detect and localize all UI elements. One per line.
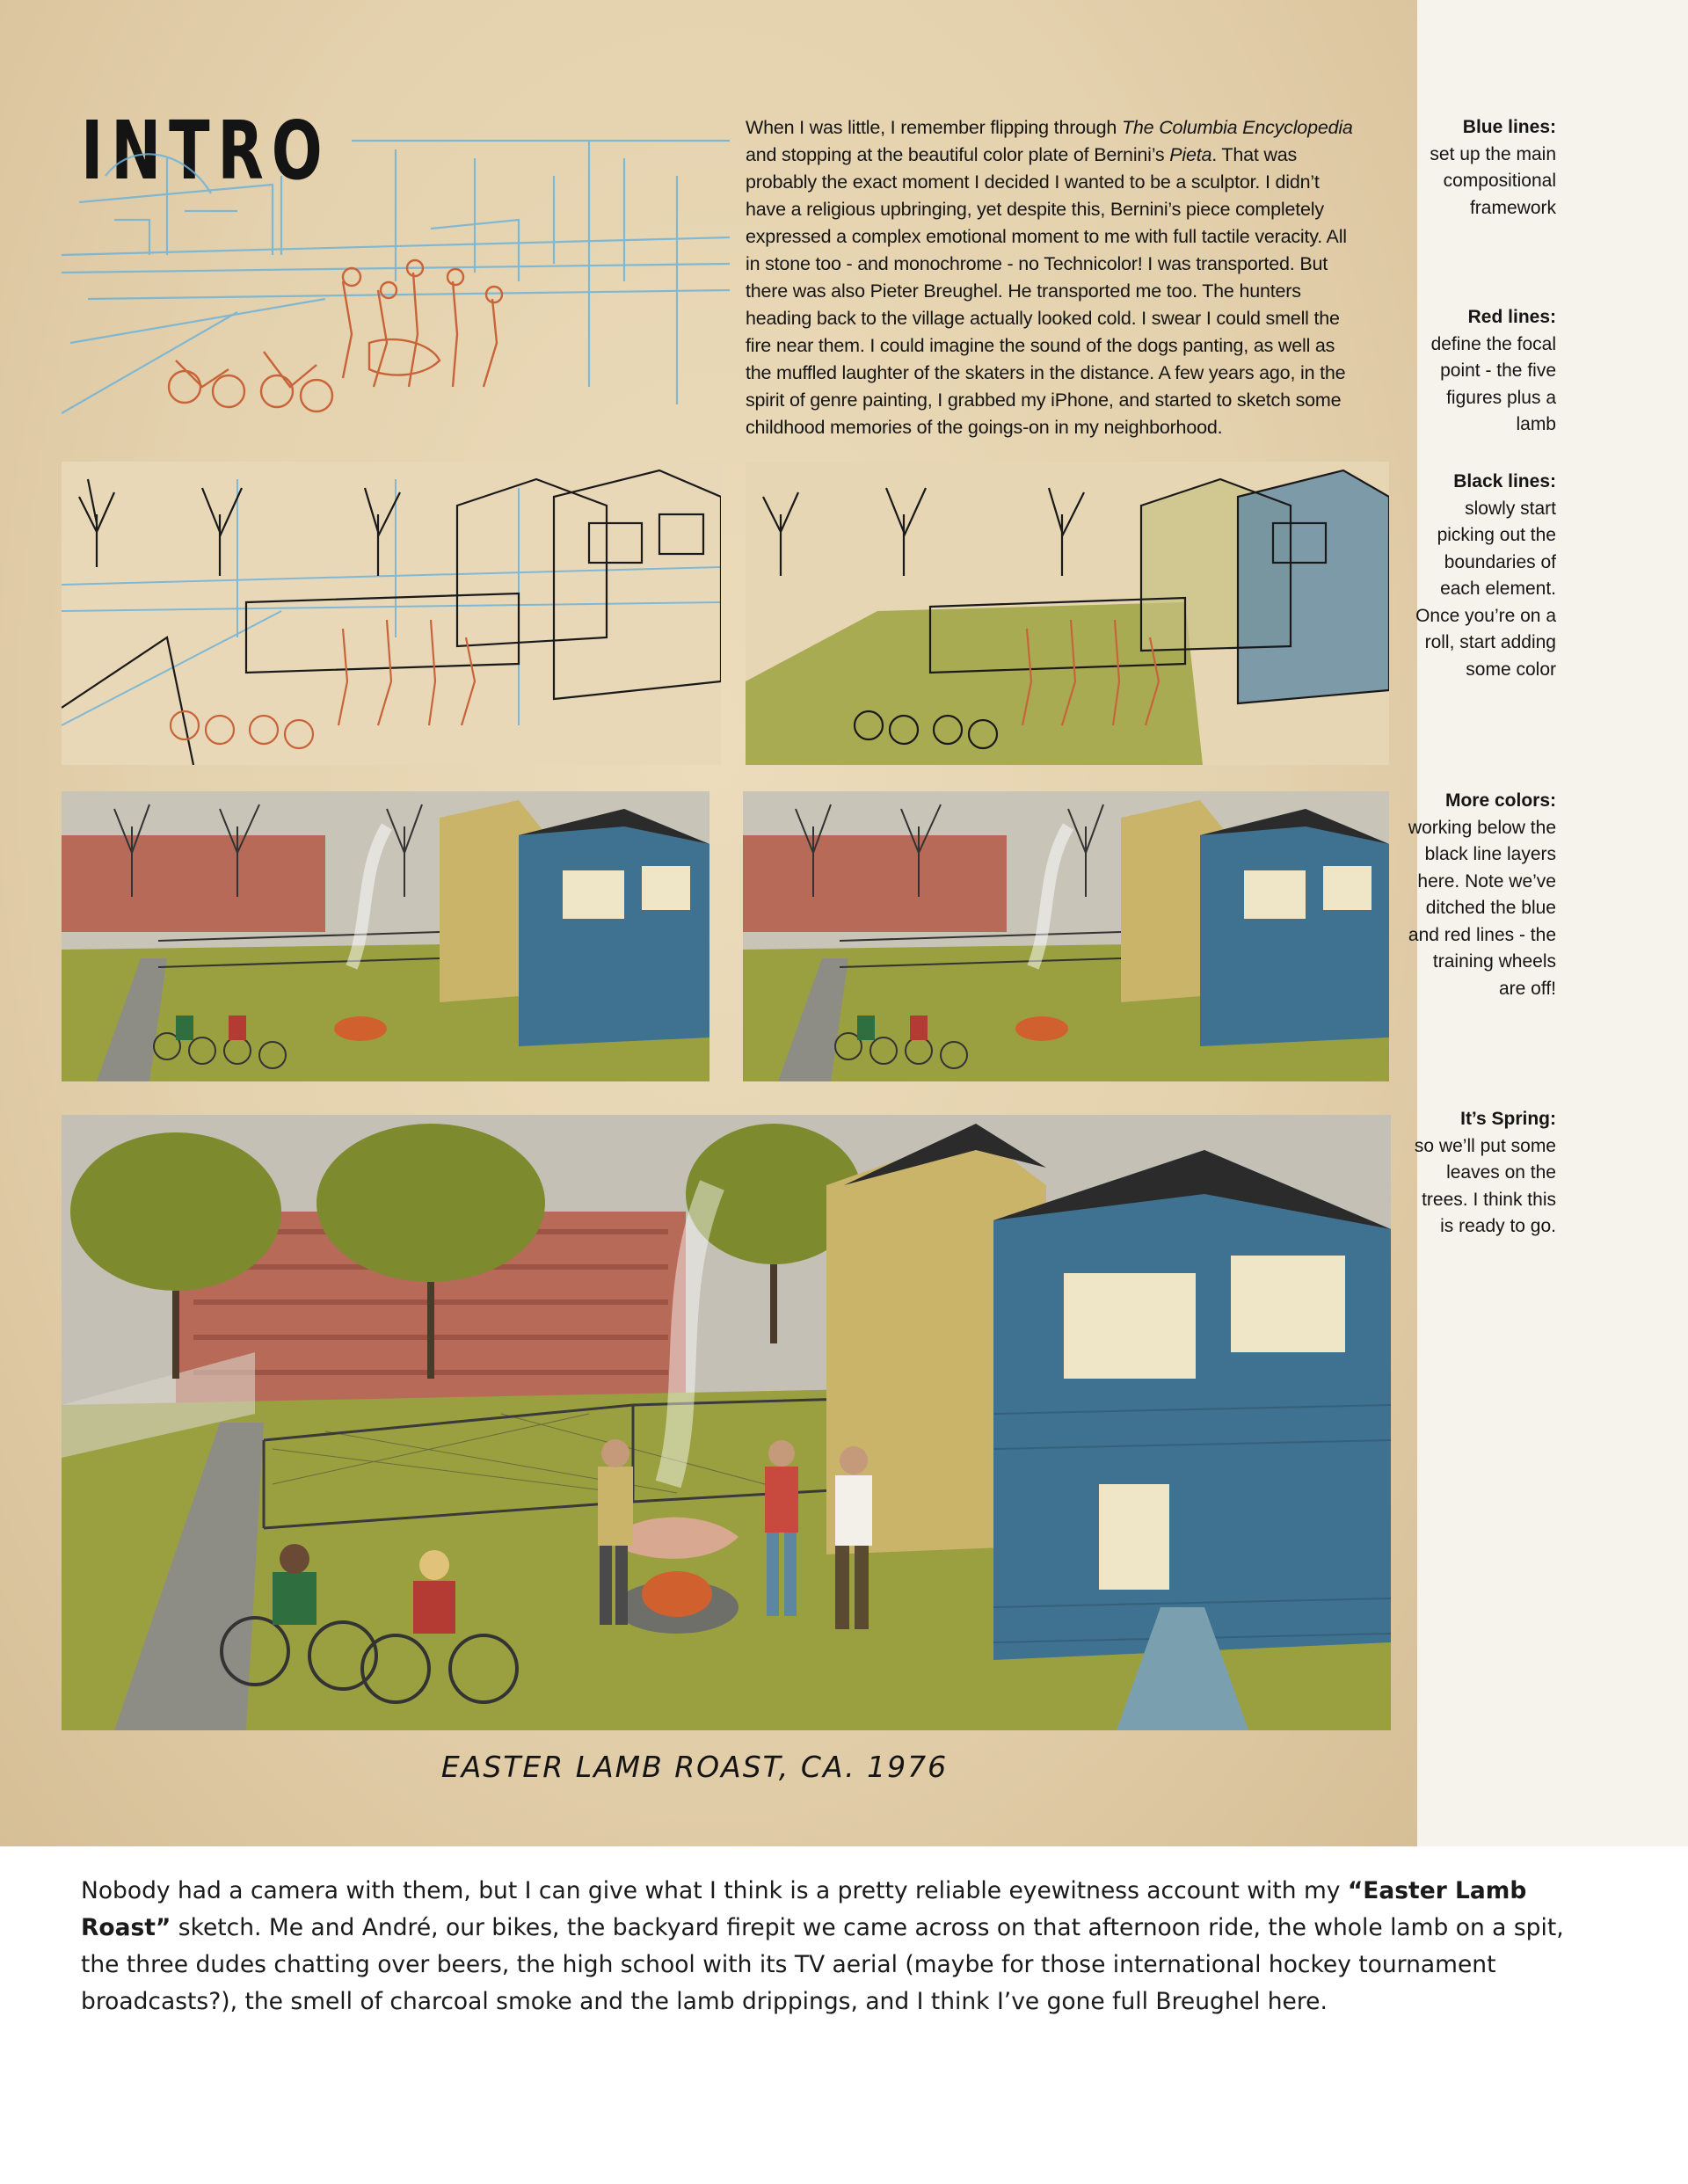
note-black-lines: Black lines: slowly start picking out the boundaries of each element. Once you’re on a roll, start adding some color <box>1415 471 1556 680</box>
closing-paragraph: Nobody had a camera with them, but I can give what I think is a pretty reliable eyewitness account with my “Easter Lamb Roast” sketch. Me and André, our bikes, the backyard firepit we came across on that afternoon ride, the whole lamb on a spit, the three dudes chatting over beers, the high school with its TV aerial (maybe for those international hockey tournament broadcasts?), the smell of charcoal smoke and the lamb drippings, and I think I’ve gone full Breughel here. <box>81 1877 1564 2015</box>
color-panel-right <box>743 791 1389 1081</box>
intro-paragraph: When I was little, I remember flipping through The Columbia Encyclopedia and stopping at the beautiful color plate of Bernini’s Pieta. That was probably the exact moment I decided I wanted to be a sculptor. I didn’t have a religious upbringing, yet despite this, Bernini’s piece completely expressed a complex emotional moment to me with full tactile veracity. All in stone too - and monochrome - no Technicolor! I was transported. But there was also Pieter Breughel. He transported me too. The hunters heading back to the village actually looked cold. I swear I could smell the fire near them. I could imagine the sound of the dogs panting, as well as the muffled laughter of the skaters in the distance. A few years ago, in the spirit of genre painting, I grabbed my iPhone, and started to sketch some childhood memories of the goings-on in my neighborhood. <box>746 117 1353 438</box>
note-blue-lines: Blue lines: set up the main compositional framework <box>1430 117 1556 218</box>
sketch-panel-blue-red <box>62 123 730 444</box>
sketch-panel-first-color <box>746 462 1389 765</box>
illustration-caption: EASTER LAMB ROAST, CA. 1976 <box>440 1750 949 1784</box>
final-illustration <box>62 1115 1391 1730</box>
page-title: INTRO <box>81 104 331 198</box>
artwork-title: Pieta <box>1169 144 1212 165</box>
note-red-lines: Red lines: define the focal point - the five figures plus a lamb <box>1430 307 1556 434</box>
note-spring: It’s Spring: so we’ll put some leaves on the trees. I think this is ready to go. <box>1414 1109 1556 1236</box>
sketch-panel-black-lines <box>62 462 721 765</box>
color-panel-left <box>62 791 709 1081</box>
book-title: The Columbia Encyclopedia <box>1121 117 1353 138</box>
sketch-title: “Easter Lamb Roast” <box>81 1877 1527 1941</box>
note-more-colors: More colors: working below the black line layers here. Note we’ve ditched the blue and red lines - the training wheels are off! <box>1408 790 1556 999</box>
